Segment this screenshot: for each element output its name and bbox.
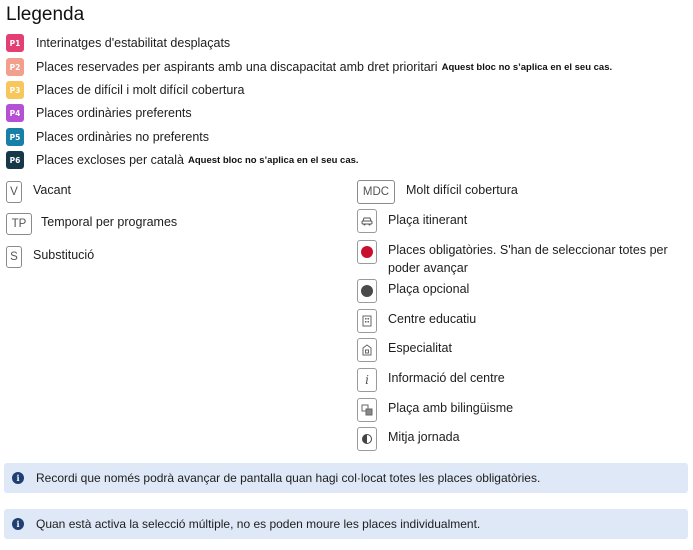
priority-row-p4: [6, 104, 192, 122]
code-vacant: V: [6, 181, 22, 203]
label-placa-opcional: Plaça opcional: [388, 282, 470, 296]
priority-badge-p5: P5: [6, 128, 24, 146]
priority-label-p1: Interinatges d'estabilitat desplaçats: [36, 36, 231, 50]
priority-row-p3: [6, 81, 244, 99]
info-icon: i: [12, 472, 24, 484]
grey-dot-icon: [357, 279, 377, 303]
legend-title: Llegenda: [6, 4, 85, 25]
priority-badge-p1: P1: [6, 34, 24, 52]
priority-badge-p3: P3: [6, 81, 24, 99]
priority-badge-p4: P4: [6, 104, 24, 122]
speciality-icon: [357, 338, 377, 362]
notice-seleccio-multiple: [4, 509, 688, 539]
priority-label-p5: Places ordinàries no preferents: [36, 130, 210, 144]
priority-label-p2: Places reservades per aspirants amb una discapacitat amb dret prioritari: [36, 60, 438, 74]
label-mitja-jornada: Mitja jornada: [388, 430, 460, 444]
priority-row-p1: [6, 34, 230, 52]
code-molt-dificil-cobertura: MDC: [357, 180, 395, 204]
priority-badge-p2: P2: [6, 58, 24, 76]
priority-row-p5: [6, 128, 209, 146]
notice-text: Recordi que només podrà avançar de pantalla quan hagi col·locat totes les places obligatòries.: [36, 471, 541, 485]
red-dot-icon: [357, 240, 377, 264]
label-substitucio: Substitució: [33, 248, 95, 262]
notice-text: Quan està activa la selecció múltiple, no es poden moure les places individualment.: [36, 517, 481, 531]
label-temporal-programes: Temporal per programes: [41, 215, 178, 229]
translate-icon: [357, 398, 377, 422]
label-placa-itinerant: Plaça itinerant: [388, 213, 468, 227]
priority-label-p6: Places excloses per català: [36, 153, 184, 167]
priority-row-p6: [6, 151, 359, 169]
priority-note-p6: Aquest bloc no s’aplica en el seu cas.: [188, 154, 359, 166]
label-informacio-centre: Informació del centre: [388, 371, 505, 385]
label-centre-educatiu: Centre educatiu: [388, 312, 477, 326]
car-icon: [357, 209, 377, 233]
building-icon: [357, 309, 377, 333]
label-especialitat: Especialitat: [388, 341, 452, 355]
priority-badge-p6: P6: [6, 151, 24, 169]
label-molt-dificil-cobertura: Molt difícil cobertura: [406, 183, 518, 197]
label-vacant: Vacant: [33, 183, 71, 197]
priority-label-p4: Places ordinàries preferents: [36, 106, 192, 120]
info-icon: i: [12, 518, 24, 530]
label-placa-bilinguisme: Plaça amb bilingüisme: [388, 401, 514, 415]
priority-label-p3: Places de difícil i molt difícil cobertura: [36, 83, 245, 97]
info-icon: i: [357, 368, 377, 392]
code-temporal-programes: TP: [6, 213, 32, 235]
notice-places-obligatories: [4, 463, 688, 493]
priority-row-p2: [6, 58, 612, 76]
half-circle-icon: [357, 427, 377, 451]
label-places-obligatories: Places obligatòries. S'han de seleccionar totes per poder avançar: [388, 243, 668, 275]
code-substitucio: S: [6, 246, 22, 268]
priority-note-p2: Aquest bloc no s’aplica en el seu cas.: [441, 61, 613, 73]
